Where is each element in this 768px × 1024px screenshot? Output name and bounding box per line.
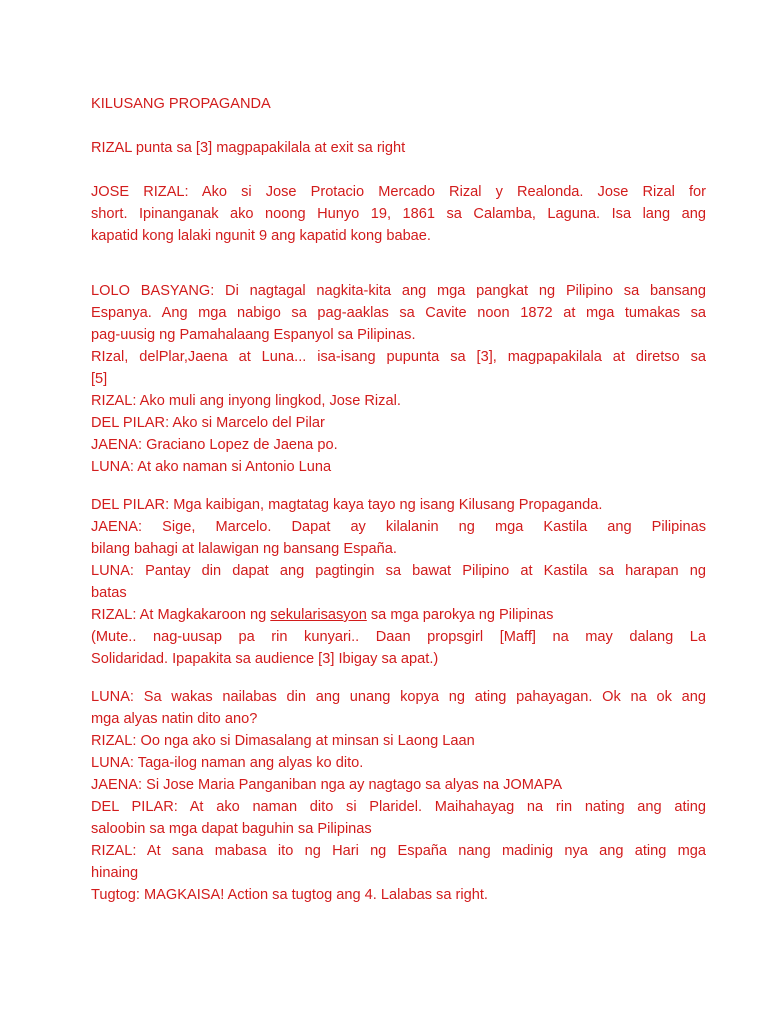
text-line: mga alyas natin dito ano? xyxy=(91,711,258,727)
text-line: LUNA: At ako naman si Antonio Luna xyxy=(91,459,332,475)
text-line: JAENA: Si Jose Maria Panganiban nga ay nagtago sa alyas na JOMAPA xyxy=(91,777,563,793)
text-line: Solidaridad. Ipapakita sa audience [3] Ibigay sa apat.) xyxy=(91,651,439,667)
text-line: JOSE RIZAL: Ako si Jose Protacio Mercado Rizal y Realonda. Jose Rizal for xyxy=(91,184,706,200)
paragraph-kilusan-dialogue xyxy=(91,494,706,670)
text-line-rizal xyxy=(91,604,706,626)
text-line: saloobin sa mga dapat baguhin sa Pilipinas xyxy=(91,821,372,837)
text-line: bilang bahagi at lalawigan ng bansang España. xyxy=(91,541,397,557)
text-line: kapatid kong lalaki ngunit 9 ang kapatid kong babae. xyxy=(91,228,431,244)
text-line: [5] xyxy=(91,371,108,387)
text-line: JAENA: Sige, Marcelo. Dapat ay kilalanin ng mga Kastila ang Pilipinas xyxy=(91,519,706,535)
text-line: DEL PILAR: Ako si Marcelo del Pilar xyxy=(91,415,325,431)
text-line: hinaing xyxy=(91,865,139,881)
paragraph-lolo-basyang xyxy=(91,280,706,478)
paragraph-jose-rizal xyxy=(91,181,706,247)
text-line: JAENA: Graciano Lopez de Jaena po. xyxy=(91,437,338,453)
text-line: DEL PILAR: At ako naman dito si Plaridel. Maihahayag na rin nating ang ating xyxy=(91,799,706,815)
text-segment: sa mga parokya ng Pilipinas xyxy=(366,607,554,623)
text-line: LUNA: Pantay din dapat ang pagtingin sa bawat Pilipino at Kastila sa harapan ng xyxy=(91,563,706,579)
text-line: LUNA: Sa wakas nailabas din ang unang kopya ng ating pahayagan. Ok na ok ang xyxy=(91,689,706,705)
text-line: Tugtog: MAGKAISA! Action sa tugtog ang 4. Lalabas sa right. xyxy=(91,887,488,903)
paragraph-la-solidaridad xyxy=(91,686,706,906)
paragraph-stage-direction xyxy=(91,137,706,159)
document-title: KILUSANG PROPAGANDA xyxy=(91,96,271,112)
text-line: RIzal, delPlar,Jaena at Luna... isa-isang pupunta sa [3], magpapakilala at diretso sa xyxy=(91,349,706,365)
text-line: pag-uusig ng Pamahalaang Espanyol sa Pilipinas. xyxy=(91,327,416,343)
text-line: short. Ipinanganak ako noong Hunyo 19, 1861 sa Calamba, Laguna. Isa lang ang xyxy=(91,206,706,222)
text-line: RIZAL punta sa [3] magpapakilala at exit sa right xyxy=(91,140,406,156)
underlined-word: sekularisasyon xyxy=(270,607,367,623)
text-line: LOLO BASYANG: Di nagtagal nagkita-kita ang mga pangkat ng Pilipino sa bansang xyxy=(91,283,706,299)
text-segment: RIZAL: At Magkakaroon ng xyxy=(91,607,271,623)
text-line: Espanya. Ang mga nabigo sa pag-aaklas sa Cavite noon 1872 at mga tumakas sa xyxy=(91,305,706,321)
text-line: batas xyxy=(91,585,127,601)
text-line: RIZAL: At sana mabasa ito ng Hari ng España nang madinig nya ang ating mga xyxy=(91,843,706,859)
text-line: LUNA: Taga-ilog naman ang alyas ko dito. xyxy=(91,755,364,771)
text-line: DEL PILAR: Mga kaibigan, magtatag kaya tayo ng isang Kilusang Propaganda. xyxy=(91,497,603,513)
text-line: RIZAL: Oo nga ako si Dimasalang at minsan si Laong Laan xyxy=(91,733,475,749)
text-line: (Mute.. nag-uusap pa rin kunyari.. Daan propsgirl [Maff] na may dalang La xyxy=(91,629,706,645)
text-line: RIZAL: Ako muli ang inyong lingkod, Jose Rizal. xyxy=(91,393,401,409)
